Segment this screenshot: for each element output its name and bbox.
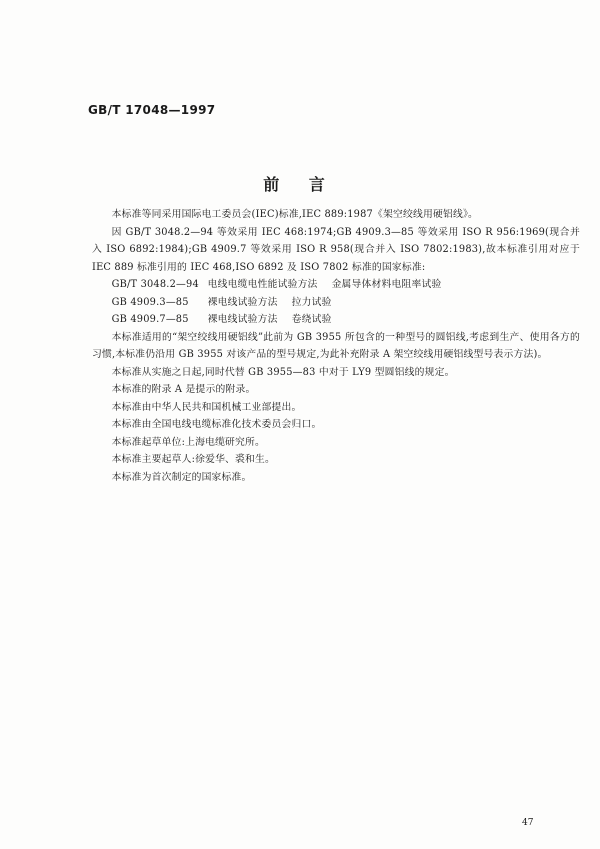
standard-reference-title: 电线电缆电性能试验方法 xyxy=(207,279,318,290)
foreword-body xyxy=(92,206,580,486)
paragraph-adoption: 本标准等同采用国际电工委员会(IEC)标准,IEC 889:1987《架空绞线用硬铝线》。 xyxy=(111,209,479,220)
paragraph-appendix: 本标准的附录 A 是提示的附录。 xyxy=(111,384,256,395)
paragraph-first-edition: 本标准为首次制定的国家标准。 xyxy=(111,471,252,483)
standard-reference-line xyxy=(92,276,580,294)
page-heading: 前 言 xyxy=(263,175,337,194)
paragraph-drafters: 本标准主要起草人:徐爱华、裘和生。 xyxy=(111,454,276,465)
paragraph-proposer: 本标准由中华人民共和国机械工业部提出。 xyxy=(111,401,302,413)
standard-reference-code: GB 4909.7—85 xyxy=(111,314,189,325)
paragraph-replacement: 本标准从实施之日起,同时代替 GB 3955—83 中对于 LY9 型圆铝线的规定。 xyxy=(111,366,455,378)
standard-reference-title: 裸电线试验方法 xyxy=(207,296,278,308)
standard-code: GB/T 17048—1997 xyxy=(88,103,216,117)
standard-reference-line xyxy=(92,311,580,329)
standard-reference-code: GB 4909.3—85 xyxy=(111,296,189,308)
standard-reference-line xyxy=(92,294,580,312)
standard-reference-subtitle: 卷绕试验 xyxy=(291,314,332,325)
standard-reference-subtitle: 金属导体材料电阻率试验 xyxy=(331,279,442,290)
standard-reference-code: GB/T 3048.2—94 xyxy=(111,279,199,290)
page-number: 47 xyxy=(522,818,534,828)
paragraph-references: 因 GB/T 3048.2—94 等效采用 IEC 468:1974;GB 4909.3—85 等效采用 ISO R 956:1969(现合并入 ISO 6892:1984);GB 4909.7 等效采用 ISO R 958(现合并入 ISO 7802:1983),故本标准引用对应于 IEC 889 标准引用的 IEC 468,ISO 6892 及 ISO 7802 标准的国家标准: xyxy=(92,226,580,273)
paragraph-drafting-unit: 本标准起草单位:上海电缆研究所。 xyxy=(111,436,266,448)
standard-reference-title: 裸电线试验方法 xyxy=(207,314,278,325)
paragraph-applicability: 本标准适用的“架空绞线用硬铝线”此前为 GB 3955 所包含的一种型号的圆铝线,考虑到生产、使用各方的习惯,本标准仍沿用 GB 3955 对该产品的型号规定,为此补充附录 A 架空绞线用硬铝线型号表示方法)。 xyxy=(92,331,580,360)
paragraph-committee: 本标准由全国电线电缆标准化技术委员会归口。 xyxy=(111,419,322,430)
standard-reference-subtitle: 拉力试验 xyxy=(291,296,332,308)
